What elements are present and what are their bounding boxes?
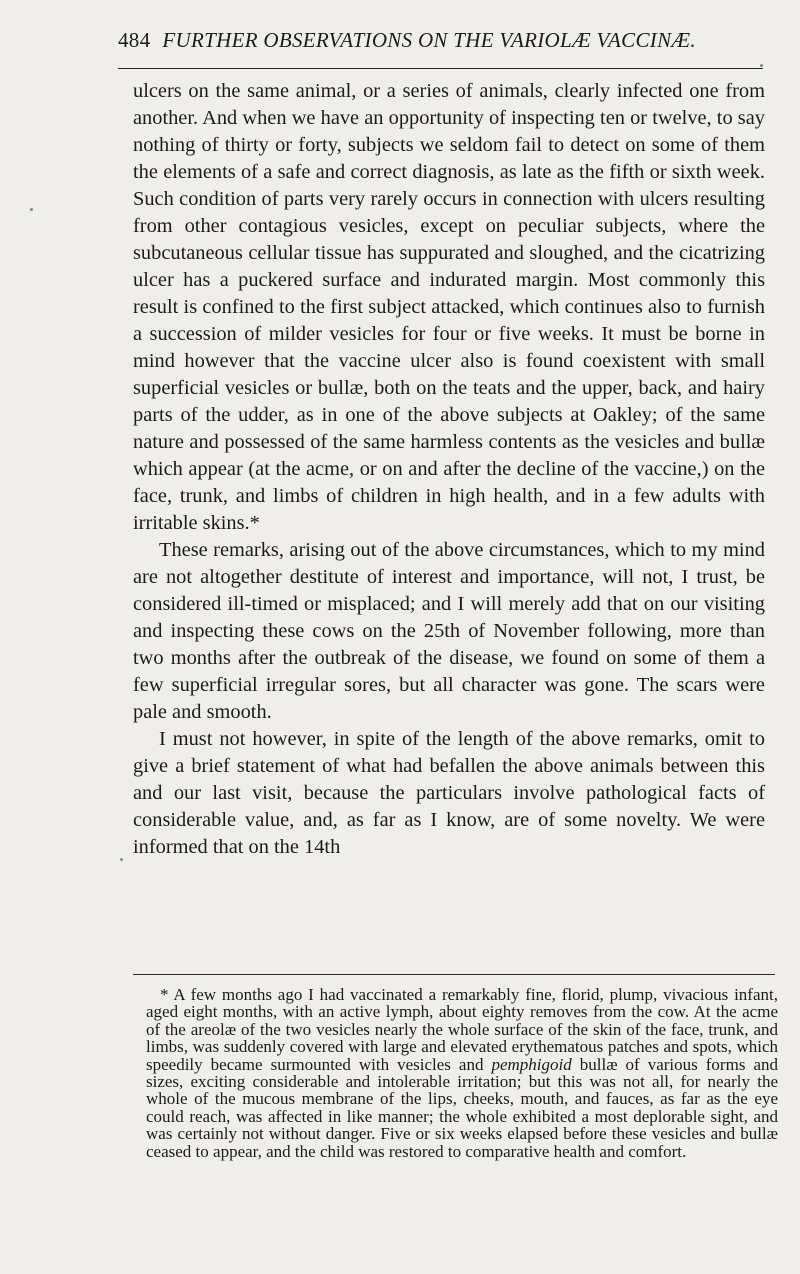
footnote-italic-term: pemphigoid <box>491 1054 572 1074</box>
footnote-rule <box>133 974 775 975</box>
paragraph-1: ulcers on the same animal, or a series of animals, clearly infected one from another. And when we have an opportunity of inspecting ten or twelve, to say nothing of thirty or forty, subjects we seldom fail to detect on some of them the elements of a safe and correct diagnosis, as late as the fifth or sixth week. Such condition of parts very rarely occurs in connection with ulcers resulting from other contagious vesicles, except on peculiar subjects, where the subcutaneous cellular tissue has suppurated and sloughed, and the cicatrizing ulcer has a puckered surface and indurated margin. Most commonly this result is confined to the first subject attacked, which continues also to furnish a succession of milder vesicles for four or five weeks. It must be borne in mind however that the vaccine ulcer also is found coexistent with small superficial vesicles or bullæ, both on the teats and the upper, back, and hairy parts of the udder, as in one of the above subjects at Oakley; of the same nature and possessed of the same harmless contents as the vesicles and bullæ which appear (at the acme, or on and after the decline of the vaccine,) on the face, trunk, and limbs of children in high health, and in a few adults with irritable skins.* <box>133 80 765 534</box>
paragraph-2: These remarks, arising out of the above circumstances, which to my mind are not altogether destitute of interest and importance, will not, I trust, be considered ill-timed or misplaced; and I will merely add that on our visiting and inspecting these cows on the 25th of November following, more than two months after the outbreak of the disease, we found on some of them a few superficial irregular sores, but all character was gone. The scars were pale and smooth. <box>133 539 765 723</box>
paper-speck <box>120 858 123 861</box>
footnote-text-part-2: bullæ of various forms and sizes, exciting considerable and intolerable irritation; but this was not all, for nearly the whole of the mucous membrane of the lips, cheeks, mouth, and fauces, as far as the eye could reach, was affected in like manner; the whole exhibited a most deplorable sight, and was certainly not without danger. Five or six weeks elapsed before these vesicles and bullæ ceased to appear, and the child was restored to comparative health and comfort. <box>146 1054 778 1161</box>
page-number: 484 <box>118 28 151 52</box>
footnote <box>146 986 778 1160</box>
footnote-text <box>146 986 778 1160</box>
header-rule <box>118 68 763 69</box>
main-text <box>133 78 765 861</box>
footnote-text-part-1: * A few months ago I had vaccinated a remarkably fine, florid, plump, vivacious infant, aged eight months, with an active lymph, about eighty removes from the cow. At the acme of the areolæ of the two vesicles nearly the whole surface of the skin of the face, trunk, and limbs, was suddenly covered with large and elevated erythematous patches and spots, which speedily became surmounted with vesicles and <box>146 985 778 1074</box>
paper-speck <box>760 64 763 67</box>
running-header <box>118 28 768 53</box>
running-title: FURTHER OBSERVATIONS ON THE VARIOLÆ VACCINÆ. <box>162 28 696 52</box>
paragraph-3: I must not however, in spite of the length of the above remarks, omit to give a brief statement of what had befallen the above animals between this and our last visit, because the particulars involve pathological facts of considerable value, and, as far as I know, are of some novelty. We were informed that on the 14th <box>133 728 765 858</box>
paper-speck <box>30 208 33 211</box>
